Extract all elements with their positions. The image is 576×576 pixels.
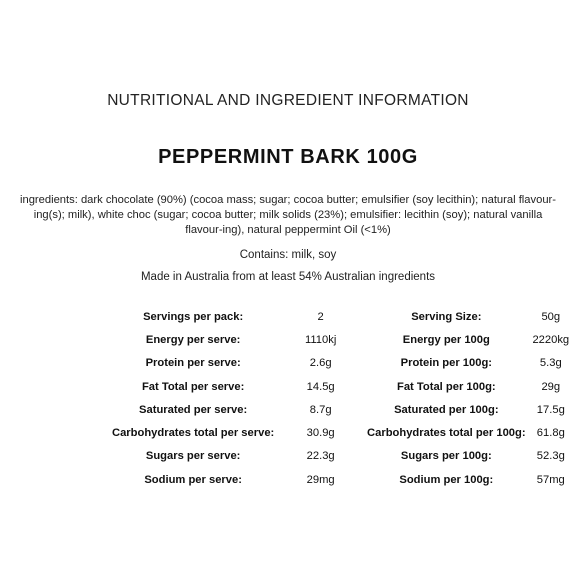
table-row [112,398,576,421]
nutrient-label: Energy per serve: [145,333,241,346]
nutrient-label: Energy per 100g [402,333,490,346]
allergen-statement: Contains: milk, soy [239,249,337,261]
nutrient-label: Sodium per 100g: [399,473,494,486]
nutrient-value: 29g [541,380,561,393]
nutrient-value: 22.3g [306,450,335,463]
nutrient-label: Serving Size: [411,310,482,323]
nutrient-value: 14.5g [306,380,335,393]
nutrient-label: Saturated per serve: [139,403,248,416]
table-row [112,468,576,491]
nutrient-value: 5.3g [539,357,562,370]
table-row [112,305,576,328]
nutrient-label: Fat Total per 100g: [397,380,496,393]
nutrient-value: 2220kg [532,333,570,346]
nutrient-label: Protein per serve: [145,357,241,370]
product-title: PEPPERMINT BARK 100G [158,146,418,168]
nutrient-label: Servings per pack: [143,310,244,323]
nutrient-label: Carbohydrates total per 100g: [367,427,526,440]
origin-statement: Made in Australia from at least 54% Australian ingredients [140,271,436,283]
nutrient-label: Fat Total per serve: [141,380,245,393]
nutrition-table [112,305,576,491]
page-heading: NUTRITIONAL AND INGREDIENT INFORMATION [107,92,469,109]
nutrient-label: Protein per 100g: [400,357,493,370]
nutrient-value: 52.3g [536,450,565,463]
nutrient-label: Sugars per 100g: [400,450,492,463]
nutrient-value: 1110kj [305,333,337,346]
nutrient-value: 17.5g [536,403,565,416]
nutrient-value: 57mg [536,473,565,486]
table-row [112,375,576,398]
nutrient-value: 8.7g [309,403,332,416]
ingredients-text: ingredients: dark chocolate (90%) (cocoa mass; sugar; cocoa butter; emulsifier (soy lecithin); natural flavour-ing(s); milk), white choc (sugar; cocoa butter; milk solids (23%); emulsifier: lecithin (soy); natural vanilla flavour-ing), natural peppermint Oil (<1%) [20,194,556,236]
nutrient-label: Carbohydrates total per serve: [112,427,275,440]
nutrient-value: 2.6g [309,357,332,370]
nutrient-label: Sodium per serve: [144,473,242,486]
table-row [112,328,576,351]
nutrient-value: 30.9g [306,427,335,440]
nutrient-value: 29mg [306,473,335,486]
nutrient-value: 2 [317,310,324,323]
nutrient-label: Saturated per 100g: [394,403,499,416]
table-row [112,445,576,468]
nutrient-value: 61.8g [536,427,565,440]
nutrient-value: 50g [541,310,561,323]
table-row [112,352,576,375]
nutrient-label: Sugars per serve: [145,450,241,463]
table-row [112,421,576,444]
